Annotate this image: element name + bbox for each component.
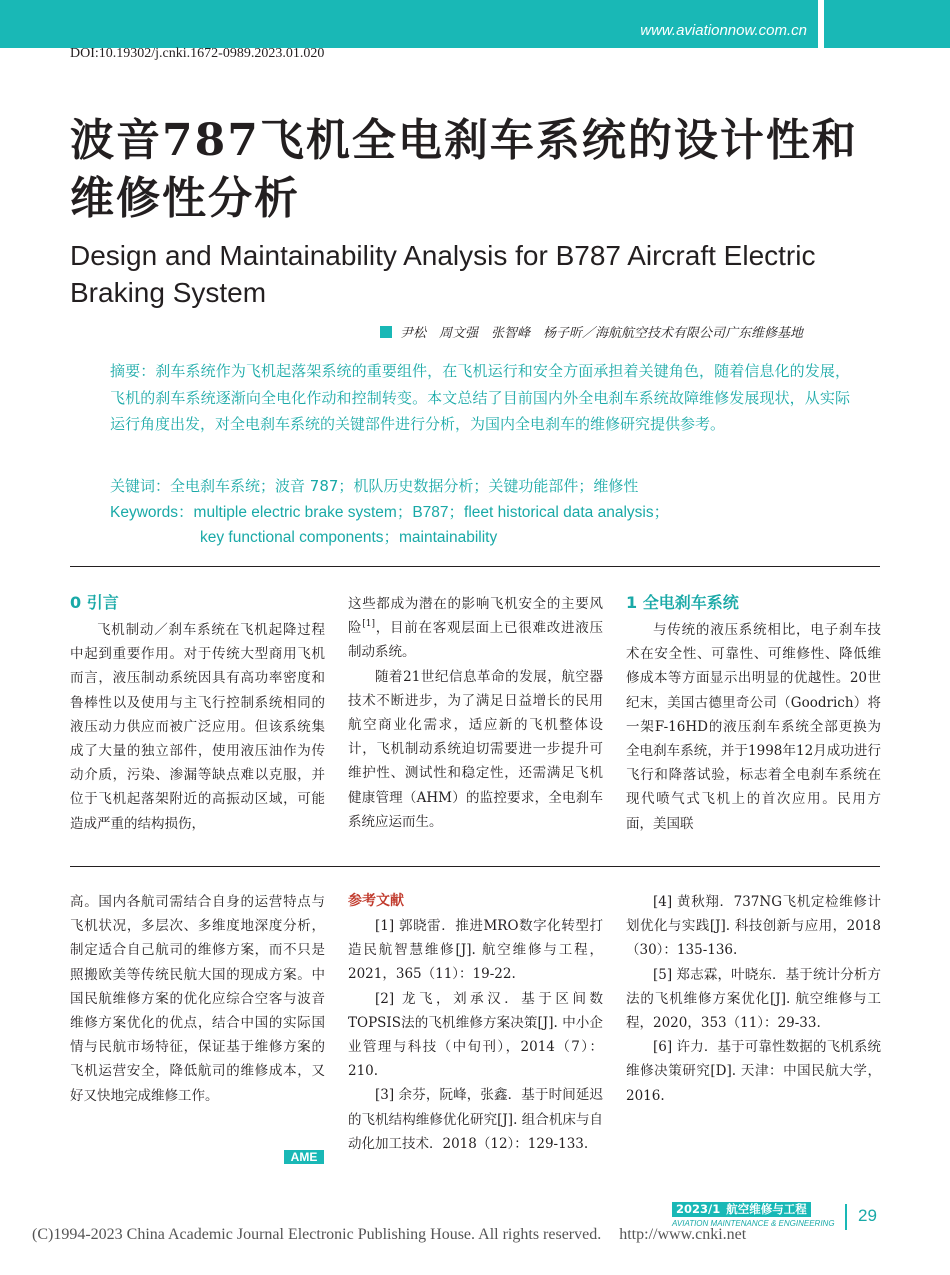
site-url[interactable]: www.aviationnow.com.cn: [640, 22, 807, 39]
section-heading-electric-brake: 1 全电刹车系统: [626, 593, 739, 612]
keywords-cn: 关键词：全电刹车系统；波音 787；机队历史数据分析；关键功能部件；维修性: [110, 477, 639, 495]
reference-item: [6] 许力．基于可靠性数据的飞机系统维修决策研究[D]. 天津：中国民航大学，2016.: [626, 1039, 881, 1104]
reference-item: [5] 郑志霖，叶晓东．基于统计分析方法的飞机维修方案优化[J]. 航空维修与工程，2020，353（11）：29-33.: [626, 966, 881, 1032]
page-number: 29: [858, 1206, 877, 1225]
paragraph: [348, 592, 603, 665]
section-heading-introduction: 0 引言: [70, 593, 119, 612]
keywords-en-line-1: Keywords：multiple electric brake system；B787；fleet historical data analysis；: [110, 504, 670, 521]
body-column-3: [626, 592, 881, 836]
section-divider: [70, 566, 880, 567]
copyright-line: [32, 1226, 832, 1244]
reference-item: [2] 龙飞，刘承汉．基于区间数TOPSIS法的飞机维修方案决策[J]. 中小企业管理与科技（中旬刊），2014（7）：210.: [348, 990, 603, 1080]
references-column-1: [348, 890, 603, 1156]
cnki-link[interactable]: http://www.cnki.net: [619, 1226, 747, 1243]
reference-item: [1] 郭晓雷．推进MRO数字化转型打造民航智慧维修[J]. 航空维修与工程，2021，365（11）：19-22.: [348, 918, 603, 983]
paragraph: 与传统的液压系统相比，电子刹车技术在安全性、可靠性、可维修性、降低维修成本等方面显示出明显的优越性。20世纪末，美国古德里奇公司（Goodrich）将一架F-16HD的液压刹车系统全部更换为全电刹车系统，并于1998年12月成功进行飞行和降落试验，标志着全电刹车系统在现代喷气式飞机上的首次应用。民用方面，美国联: [626, 622, 881, 832]
copyright-text: (C)1994-2023 China Academic Journal Electronic Publishing House. All rights reserved.: [32, 1226, 602, 1243]
paragraph: 高。国内各航司需结合自身的运营特点与飞机状况，多层次、多维度地深度分析，制定适合自己航司的维修方案，而不只是照搬欧美等传统民航大国的现成方案。中国民航维修方案的优化应综合空客与波音维修方案优化的优点，结合中国的实际国情与民航市场特征，保证基于维修方案的飞机运营安全，降低航司的维修成本，又好又快地完成维修工作。: [70, 894, 325, 1104]
paragraph-text: 这些都成为潜在的影响飞机安全的主要风险: [348, 596, 603, 637]
magazine-name-en: AVIATION MAINTENANCE & ENGINEERING: [672, 1219, 835, 1228]
paragraph-text: ，目前在客观层面上已很难改进液压制动系统。: [348, 620, 603, 661]
body-column-1: [70, 592, 325, 836]
references-heading: 参考文献: [348, 893, 404, 909]
end-mark-badge: AME: [284, 1150, 324, 1164]
author-marker-icon: [380, 326, 392, 338]
author-names: 尹松 周文强 张智峰 杨子昕／海航航空技术有限公司广东维修基地: [400, 326, 804, 341]
author-line: [380, 322, 880, 341]
section-divider: [70, 866, 880, 867]
body-column-2: [348, 592, 603, 834]
article-title-cn: 波音787飞机全电刹车系统的设计性和维修性分析: [70, 115, 858, 224]
keywords-en-line-2: key functional components；maintainability: [200, 529, 498, 546]
references-column-2: [626, 890, 881, 1108]
footer-issue-badge: [672, 1202, 811, 1217]
abstract: 摘要：刹车系统作为飞机起落架系统的重要组件，在飞机运行和安全方面承担着关键角色，随着信息化的发展，飞机的刹车系统逐渐向全电化作动和控制转变。本文总结了目前国内外全电刹车系统故障维修发展现状，从实际运行角度出发，对全电刹车系统的关键部件进行分析，为国内全电刹车的维修研究提供参考。: [110, 362, 850, 433]
reference-item: [4] 黄秋翔．737NG飞机定检维修计划优化与实践[J]. 科技创新与应用，2018（30）：135-136.: [626, 894, 881, 959]
body-column-4: [70, 890, 325, 1108]
doi-label: DOI:10.19302/j.cnki.1672-0989.2023.01.020: [70, 46, 325, 61]
top-band-divider: [818, 0, 824, 48]
paragraph: 飞机制动／刹车系统在飞机起降过程中起到重要作用。对于传统大型商用飞机而言，液压制动系统因具有高功率密度和鲁棒性以及使用与主飞行控制系统相同的液压动力供应而被广泛应用。但该系统集成了大量的独立部件，使用液压油作为传动介质，污染、渗漏等缺点难以克服，并位于飞机起落架附近的高振动区域，可能造成严重的结构损伤，: [70, 622, 325, 832]
footer-divider: [845, 1204, 847, 1230]
magazine-name: 航空维修与工程: [726, 1202, 807, 1216]
reference-item: [3] 余芬，阮峰，张鑫．基于时间延迟的飞机结构维修优化研究[J]. 组合机床与自动化加工技术．2018（12）：129-133.: [348, 1087, 603, 1152]
top-color-band: [0, 0, 950, 48]
citation-ref[interactable]: [1]: [362, 619, 375, 630]
keywords-en: [110, 500, 870, 550]
article-title-en: Design and Maintainability Analysis for B787 Aircraft Electric Braking System: [70, 240, 816, 308]
paragraph: 随着21世纪信息革命的发展，航空器技术不断进步，为了满足日益增长的民用航空商业化需求，适应新的飞机整体设计，飞机制动系统迫切需要进一步提升可维护性、测试性和稳定性，还需满足飞机健康管理（AHM）的监控要求，全电刹车系统应运而生。: [348, 668, 603, 830]
issue-number: 2023/1: [676, 1202, 721, 1216]
